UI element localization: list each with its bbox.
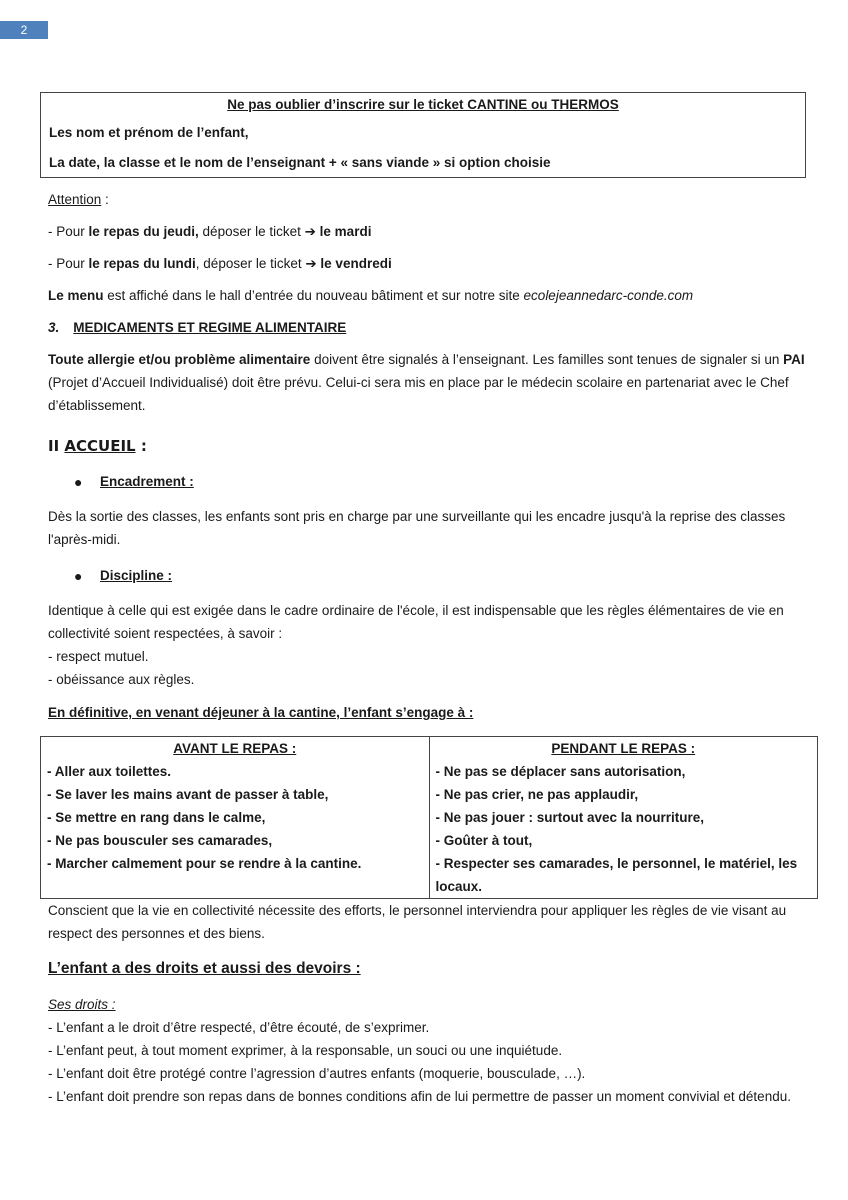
encadrement-heading xyxy=(48,471,808,493)
accueil-title: ACCUEIL xyxy=(64,437,136,455)
section-number: 3. xyxy=(48,320,60,335)
attention-item-jeudi xyxy=(48,216,808,248)
allergy-text-1: doivent être signalés à l’enseignant. Les familles sont tenues de signaler si un xyxy=(310,352,784,367)
rule-item: - Aller aux toilettes. xyxy=(47,764,172,779)
rule-item: - Ne pas crier, ne pas applaudir, xyxy=(435,787,639,802)
school-website: ecolejeannedarc-conde.com xyxy=(523,288,694,303)
ticket-box-title: Ne pas oublier d’inscrire sur le ticket CANTINE ou THERMOS xyxy=(227,97,619,112)
rule-item: - Ne pas se déplacer sans autorisation, xyxy=(435,764,686,779)
attention-line xyxy=(48,184,808,216)
ticket-line-name: Les nom et prénom de l’enfant, xyxy=(49,125,249,140)
discipline-label: Discipline : xyxy=(100,568,173,583)
droits-subheading: Ses droits : xyxy=(48,997,116,1012)
item-bold: le repas du lundi xyxy=(88,256,196,271)
encadrement-text: Dès la sortie des classes, les enfants sont pris en charge par une surveillante qui les encadre jusqu'à la reprise des classes l'après-midi. xyxy=(48,509,786,547)
menu-text: est affiché dans le hall d’entrée du nouveau bâtiment et sur notre site xyxy=(103,288,524,303)
menu-line xyxy=(48,280,808,312)
engagement-heading: En définitive, en venant déjeuner à la cantine, l’enfant s’engage à : xyxy=(48,705,474,720)
rule-item: - Ne pas jouer : surtout avec la nourriture, xyxy=(435,810,705,825)
droit-item: - L’enfant doit prendre son repas dans de bonnes conditions afin de lui permettre de passer un moment convivial et détendu. xyxy=(48,1089,791,1104)
pai-label: PAI xyxy=(783,352,805,367)
encadrement-label: Encadrement : xyxy=(100,474,194,489)
droit-item: - L’enfant peut, à tout moment exprimer, à la responsable, un souci ou une inquiétude. xyxy=(48,1043,563,1058)
rule-item: - Se laver les mains avant de passer à table, xyxy=(47,787,329,802)
pendant-column xyxy=(429,737,818,899)
droit-item: - L’enfant a le droit d’être respecté, d’être écouté, de s’exprimer. xyxy=(48,1020,430,1035)
attention-label: Attention xyxy=(48,192,102,207)
accueil-suffix: : xyxy=(135,437,147,455)
item-mid: déposer le ticket xyxy=(198,224,305,239)
item-mid: , déposer le ticket xyxy=(195,256,306,271)
avant-header: AVANT LE REPAS : xyxy=(173,741,297,756)
bullet-icon: ● xyxy=(74,568,83,584)
attention-colon: : xyxy=(101,192,109,207)
item-prefix: - Pour xyxy=(48,224,89,239)
bullet-icon: ● xyxy=(74,474,83,490)
droits-heading: L’enfant a des droits et aussi des devoirs : xyxy=(48,960,361,977)
ticket-box xyxy=(40,92,806,178)
rule-item: - Respecter ses camarades, le personnel, le matériel, les locaux. xyxy=(435,856,798,894)
ticket-line-date: La date, la classe et le nom de l’enseignant + « sans viande » si option choisie xyxy=(49,155,551,170)
item-prefix: - Pour xyxy=(48,256,89,271)
droit-item: - L’enfant doit être protégé contre l’agression d’autres enfants (moquerie, bousculade, …). xyxy=(48,1066,586,1081)
allergy-paragraph xyxy=(48,348,808,417)
item-bold: le repas du jeudi, xyxy=(88,224,199,239)
rules-table xyxy=(40,736,818,899)
discipline-item: - respect mutuel. xyxy=(48,649,149,664)
page-number: 2 xyxy=(0,21,48,39)
section-3-heading xyxy=(48,312,808,344)
document-body xyxy=(48,92,808,1108)
discipline-text: Identique à celle qui est exigée dans le cadre ordinaire de l'école, il est indispensable que les règles élémentaires de vie en collectivité soient respectées, à savoir : xyxy=(48,603,784,641)
discipline-item: - obéissance aux règles. xyxy=(48,672,195,687)
accueil-prefix: II xyxy=(48,437,65,455)
avant-column xyxy=(41,737,430,899)
discipline-heading xyxy=(48,565,808,587)
menu-label: Le menu xyxy=(48,288,104,303)
allergy-text-2: (Projet d’Accueil Individualisé) doit être prévu. Celui-ci sera mis en place par le médecin scolaire en partenariat avec le Chef d’établissement. xyxy=(48,375,789,413)
arrow-right-icon: ➔ xyxy=(305,256,317,271)
arrow-right-icon: ➔ xyxy=(304,224,316,239)
rule-item: - Ne pas bousculer ses camarades, xyxy=(47,833,273,848)
attention-item-lundi xyxy=(48,248,808,280)
section-title: MEDICAMENTS ET REGIME ALIMENTAIRE xyxy=(73,320,347,335)
accueil-heading xyxy=(48,435,808,457)
item-day: le vendredi xyxy=(316,256,392,271)
item-day: le mardi xyxy=(315,224,372,239)
allergy-bold: Toute allergie et/ou problème alimentaire xyxy=(48,352,311,367)
rule-item: - Goûter à tout, xyxy=(435,833,533,848)
conscient-paragraph: Conscient que la vie en collectivité nécessite des efforts, le personnel interviendra pour appliquer les règles de vie visant au respect des personnes et des biens. xyxy=(48,903,787,941)
rule-item: - Marcher calmement pour se rendre à la cantine. xyxy=(47,856,362,871)
pendant-header: PENDANT LE REPAS : xyxy=(551,741,696,756)
rule-item: - Se mettre en rang dans le calme, xyxy=(47,810,266,825)
